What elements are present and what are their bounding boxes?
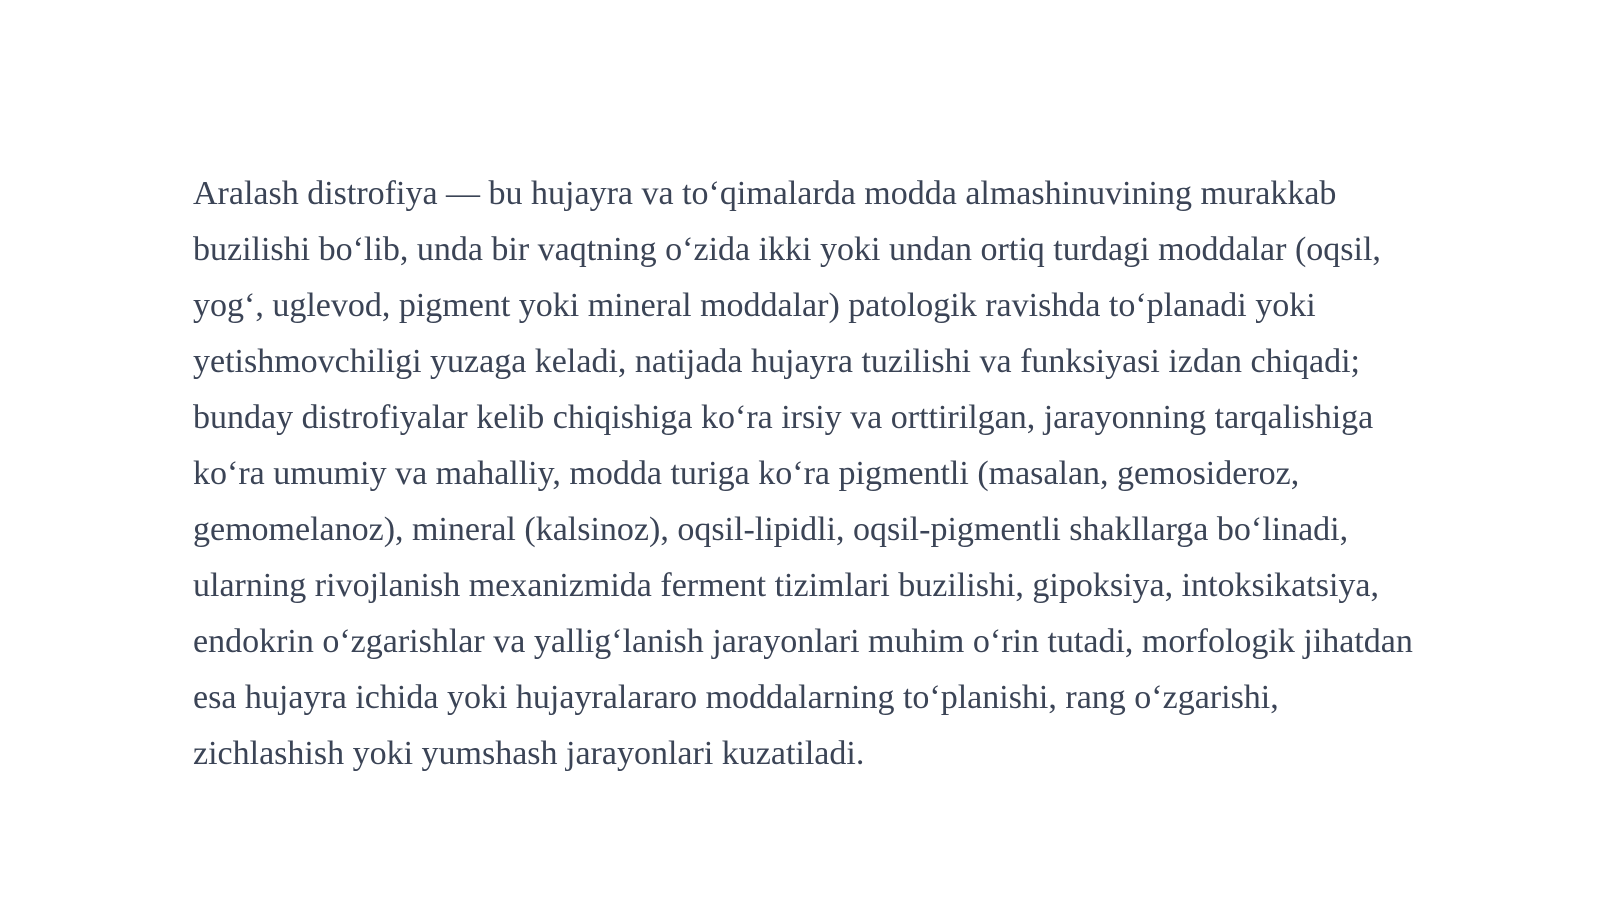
paragraph-line: esa hujayra ichida yoki hujayralararo moddalarning to‘planishi, rang o‘zgarishi, bbox=[193, 679, 1279, 716]
paragraph-line: yog‘, uglevod, pigment yoki mineral moddalar) patologik ravishda to‘planadi yoki bbox=[193, 287, 1316, 324]
paragraph-line: Aralash distrofiya — bu hujayra va to‘qimalarda modda almashinuvining murakkab bbox=[193, 175, 1337, 212]
paragraph-line: ko‘ra umumiy va mahalliy, modda turiga ko‘ra pigmentli (masalan, gemosideroz, bbox=[193, 455, 1300, 492]
paragraph-line: gemomelanoz), mineral (kalsinoz), oqsil-lipidli, oqsil-pigmentli shakllarga bo‘linadi, bbox=[193, 511, 1349, 548]
paragraph-line: endokrin o‘zgarishlar va yallig‘lanish jarayonlari muhim o‘rin tutadi, morfologik jihatdan bbox=[193, 623, 1413, 660]
paragraph-line: buzilishi bo‘lib, unda bir vaqtning o‘zida ikki yoki undan ortiq turdagi moddalar (oqsil, bbox=[193, 231, 1381, 268]
paragraph-text bbox=[193, 166, 1493, 782]
paragraph-line: zichlashish yoki yumshash jarayonlari kuzatiladi. bbox=[193, 735, 865, 772]
paragraph-line: yetishmovchiligi yuzaga keladi, natijada hujayra tuzilishi va funksiyasi izdan chiqadi; bbox=[193, 343, 1361, 380]
paragraph-line: bunday distrofiyalar kelib chiqishiga ko‘ra irsiy va orttirilgan, jarayonning tarqalishiga bbox=[193, 399, 1374, 436]
paragraph-line: ularning rivojlanish mexanizmida ferment tizimlari buzilishi, gipoksiya, intoksikatsiya, bbox=[193, 567, 1379, 604]
